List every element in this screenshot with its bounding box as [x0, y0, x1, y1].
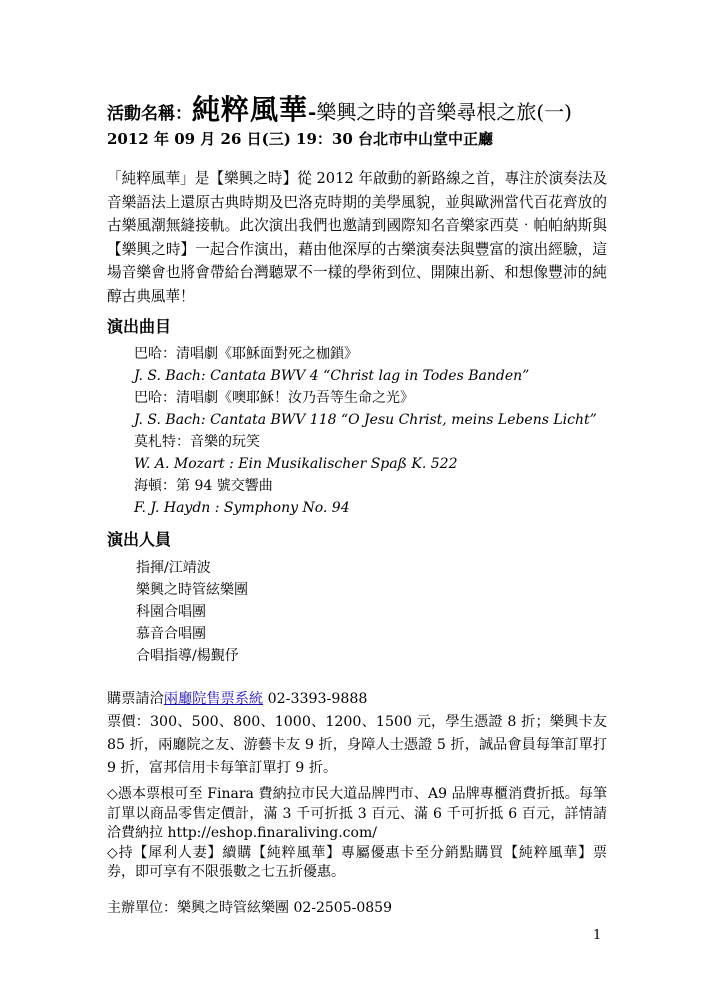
ticket-prefix: 購票請洽	[107, 691, 164, 707]
event-subtitle: 樂興之時的音樂尋根之旅(一)	[316, 100, 572, 124]
promo-card: ◇持【犀利人妻】續購【純粹風華】專屬優惠卡至分銷點購買【純粹風華】票券，即可享有不限張數之七五折優惠。	[107, 844, 607, 880]
performer-item: 科園合唱團	[136, 604, 206, 620]
program-item: 莫札特：音樂的玩笑	[134, 434, 260, 450]
performer-item: 慕音合唱團	[136, 626, 206, 642]
performer-item: 指揮/江靖波	[136, 560, 211, 576]
program-item: 巴哈：清唱劇《噢耶穌！汝乃吾等生命之光》	[134, 390, 414, 406]
ticket-prices: 票價：300、500、800、1000、1200、1500 元，學生憑證 8 折；樂興卡友 85 折，兩廳院之友、游藝卡友 9 折，身障人士憑證 5 折，誠品會員每筆訂單打 9 折，富邦信用卡每筆訂單打 9 折。	[107, 714, 607, 776]
program-item: J. S. Bach: Cantata BWV 118 “O Jesu Christ, meins Lebens Licht”	[134, 412, 597, 428]
performer-item: 樂興之時管絃樂團	[136, 582, 248, 598]
page-number: 1	[593, 928, 602, 943]
performers-list	[136, 557, 248, 667]
program-item: F. J. Haydn : Symphony No. 94	[134, 500, 350, 516]
program-item: J. S. Bach: Cantata BWV 4 “Christ lag in Todes Banden”	[134, 368, 530, 384]
promo-finara: ◇憑本票根可至 Finara 費納拉市民大道品牌門市、A9 品牌專櫃消費折抵。每筆訂單以商品零售定價計，滿 3 千可折抵 3 百元、滿 6 千可折抵 6 百元，詳情請洽費納拉 http://eshop.finaraliving.com/	[107, 786, 607, 841]
event-datetime: 2012 年 09 月 26 日(三) 19：30 台北市中山堂中正廳	[107, 130, 493, 148]
event-title-main: 純粹風華	[192, 93, 309, 126]
promotions	[107, 785, 607, 883]
intro-paragraph: 「純粹風華」是【樂興之時】從 2012 年啟動的新路線之首，專注於演奏法及音樂語法上還原古典時期及巴洛克時期的美學風貌，並與歐洲當代百花齊放的古樂風潮無縫接軌。此次演出我們也邀請到國際知名音樂家西莫‧帕帕納斯與【樂興之時】一起合作演出，藉由他深厚的古樂演奏法與豐富的演出經驗，這場音樂會也將會帶給台灣聽眾不一樣的學術到位、開陳出新、和想像豐沛的純醇古典風華！	[107, 170, 607, 305]
program-heading: 演出曲目	[107, 317, 172, 336]
program-item: 巴哈：清唱劇《耶穌面對死之枷鎖》	[134, 346, 358, 362]
performers-heading: 演出人員	[107, 530, 172, 549]
program-item: 海頓：第 94 號交響曲	[134, 478, 273, 494]
ticket-system-link[interactable]: 兩廳院售票系統	[163, 691, 264, 707]
program-item: W. A. Mozart : Ein Musikalischer Spaß K. 522	[134, 456, 458, 472]
event-title-dash: -	[308, 100, 317, 124]
ticket-phone: 02-3393-9888	[263, 691, 368, 707]
ticket-purchase-line	[107, 688, 607, 711]
performer-item: 合唱指導/楊覲伃	[136, 648, 239, 664]
event-title	[107, 92, 572, 132]
event-title-label: 活動名稱：	[107, 104, 192, 124]
ticket-info	[107, 688, 607, 780]
program-list	[134, 343, 614, 519]
organizer: 主辦單位：樂興之時管絃樂團 02-2505-0859	[107, 900, 392, 916]
